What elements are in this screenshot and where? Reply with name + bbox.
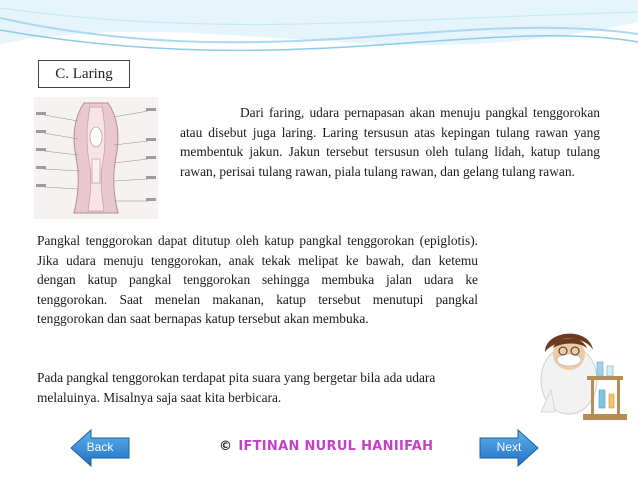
next-button-label: Next: [496, 440, 522, 454]
back-button[interactable]: [69, 428, 131, 468]
larynx-diagram-icon: [34, 97, 158, 219]
footer-credit: [219, 439, 439, 454]
scientist-character-icon: [531, 320, 631, 430]
paragraph-epiglotis: Pangkal tenggorokan dapat ditutup oleh katup pangkal tenggorokan (epiglotis). Jika udara menuju tenggorokan, anak tekak melipat ke bawah, dan ketemu dengan katup pangkal tenggorokan sehingga membuka jalan udara ke tenggorokan. Saat menelan makanan, katup tersebut menutupi pangkal tenggorokan dan saat bernapas katup tersebut akan membuka.: [37, 233, 478, 326]
footer-author: IFTINAN NURUL HANIIFAH: [238, 439, 434, 454]
paragraph-pita-suara: Pada pangkal tenggorokan terdapat pita suara yang bergetar bila ada udara melaluinya. Misalnya saja saat kita berbicara.: [37, 370, 436, 405]
copyright-symbol: ©: [219, 439, 233, 454]
paragraph-laring-intro: Dari faring, udara pernapasan akan menuju pangkal tenggorokan atau disebut juga laring. Laring tersusun atas kepingan tulang rawan yang membentuk jakun. Jakun tersebut tersusun oleh tulang lidah, katup tulang rawan, perisai tulang rawan, piala tulang rawan, dan gelang tulang rawan.: [180, 105, 600, 179]
section-title: C. Laring: [38, 60, 130, 88]
back-button-label: Back: [86, 440, 114, 454]
next-button[interactable]: [478, 428, 540, 468]
